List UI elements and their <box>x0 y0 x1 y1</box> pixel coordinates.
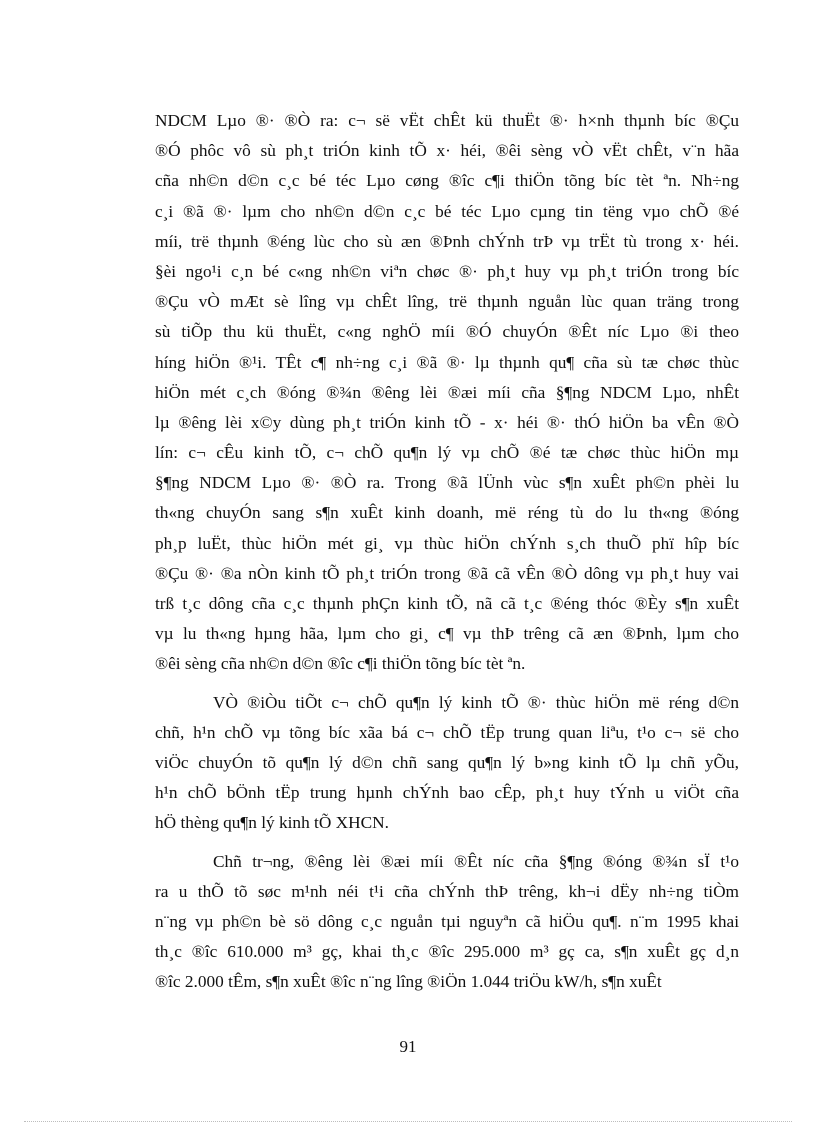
page-bottom-border <box>24 1121 792 1122</box>
paragraph <box>155 688 739 839</box>
body-text <box>155 106 739 997</box>
text-line: §èi ngo¹i c¸n bé c«ng nh©n viªn chøc ®· ph¸t huy vµ ph¸t triÓn trong bíc <box>155 261 739 281</box>
text-line: NDCM Lµo ®· ®Ò ra: c¬ së vËt chÊt kü thuËt ®· h×nh thµnh bíc ®Çu <box>155 111 739 130</box>
text-line: míi, trë thµnh ®éng lùc cho sù æn ®Þnh chÝnh trÞ vµ trËt tù trong x· héi. <box>155 231 739 251</box>
page-number: 91 <box>399 1037 417 1056</box>
paragraph <box>155 847 739 998</box>
text-line: c¸i ®ã ®· lµm cho nh©n d©n c¸c bé téc Lµo cµng tin tëng vµo chÕ ®é <box>155 201 739 221</box>
text-line: sù tiÕp thu kü thuËt, c«ng nghÖ míi ®Ó chuyÓn ®Êt níc Lµo ®i theo <box>155 322 739 342</box>
text-line: vµ lu th«ng hµng hãa, lµm cho gi¸ c¶ vµ thÞ trêng cã æn ®Þnh, lµm cho <box>155 624 739 644</box>
text-line: ra u thÕ tõ søc m¹nh néi t¹i cña chÝnh thÞ trêng, kh¬i dËy nh÷ng tiÒm <box>155 881 739 901</box>
text-line: VÒ ®iÒu tiÕt c¬ chÕ qu¶n lý kinh tÕ ®· thùc hiÖn më réng d©n <box>213 692 739 712</box>
text-line: hiÖn mét c¸ch ®óng ®¾n ®êng lèi ®æi míi cña §¶ng NDCM Lµo, nhÊt <box>155 382 739 402</box>
text-line: viÖc chuyÓn tõ qu¶n lý d©n chñ sang qu¶n lý b»ng kinh tÕ lµ chñ yÕu, <box>155 752 739 772</box>
paragraph-gap <box>155 680 739 688</box>
text-line: ®Çu vÒ mÆt sè lîng vµ chÊt lîng, trë thµnh nguån lùc quan träng trong <box>155 292 739 312</box>
text-line: híng hiÖn ®¹i. TÊt c¶ nh÷ng c¸i ®ã ®· lµ thµnh qu¶ cña sù tæ chøc thùc <box>155 352 739 372</box>
text-line: trß t¸c dông cña c¸c thµnh phÇn kinh tÕ, nã cã t¸c ®éng thóc ®Èy s¶n xuÊt <box>155 594 739 613</box>
text-line: lín: c¬ cÊu kinh tÕ, c¬ chÕ qu¶n lý vµ chÕ ®é tæ chøc thùc hiÖn mµ <box>155 443 739 463</box>
text-line: ®Çu ®· ®a nÒn kinh tÕ ph¸t triÓn trong ®ã cã vÊn ®Ò dông vµ ph¸t huy vai <box>155 563 739 583</box>
text-line: h¹n chÕ bÖnh tËp trung hµnh chÝnh bao cÊp, ph¸t huy tÝnh u viÖt cña <box>155 783 739 803</box>
text-line: chñ, h¹n chÕ vµ tõng bíc xãa bá c¬ chÕ tËp trung quan liªu, t¹o c¬ së cho <box>155 722 739 742</box>
text-line: hÖ thèng qu¶n lý kinh tÕ XHCN. <box>155 813 389 833</box>
text-line: ®êi sèng cña nh©n d©n ®îc c¶i thiÖn tõng bíc tèt ªn. <box>155 654 526 674</box>
text-line: Chñ tr¬ng, ®êng lèi ®æi míi ®Êt níc cña §¶ng ®óng ®¾n sÏ t¹o <box>213 851 739 871</box>
text-line: th¸c ®îc 610.000 m³ gç, khai th¸c ®îc 295.000 m³ gç ca, s¶n xuÊt gç d¸n <box>155 942 739 962</box>
paragraph-gap <box>155 839 739 847</box>
text-line: ph¸p luËt, thùc hiÖn mét gi¸ vµ thùc hiÖn chÝnh s¸ch thuÕ phï hîp bíc <box>155 533 739 553</box>
text-line: th«ng chuyÓn sang s¶n xuÊt kinh doanh, më réng tù do lu th«ng ®óng <box>155 503 739 523</box>
text-line: ®Ó phôc vô sù ph¸t triÓn kinh tÕ x· héi, ®êi sèng vÒ vËt chÊt, v¨n hãa <box>155 141 739 161</box>
text-line: n¨ng vµ ph©n bè sö dông c¸c nguån tµi nguyªn cã hiÖu qu¶. n¨m 1995 khai <box>155 911 739 931</box>
paragraph <box>155 106 739 680</box>
text-line: §¶ng NDCM Lµo ®· ®Ò ra. Trong ®ã lÜnh vùc s¶n xuÊt ph©n phèi lu <box>155 473 739 493</box>
text-line: ®îc 2.000 tÊm, s¶n xuÊt ®îc n¨ng lîng ®iÖn 1.044 triÖu kW/h, s¶n xuÊt <box>155 972 662 992</box>
text-line: cña nh©n d©n c¸c bé téc Lµo cøng ®îc c¶i thiÖn tõng bíc tèt ªn. Nh÷ng <box>155 171 739 191</box>
text-line: lµ ®êng lèi x©y dùng ph¸t triÓn kinh tÕ - x· héi ®· thÓ hiÖn ba vÊn ®Ò <box>155 412 739 432</box>
